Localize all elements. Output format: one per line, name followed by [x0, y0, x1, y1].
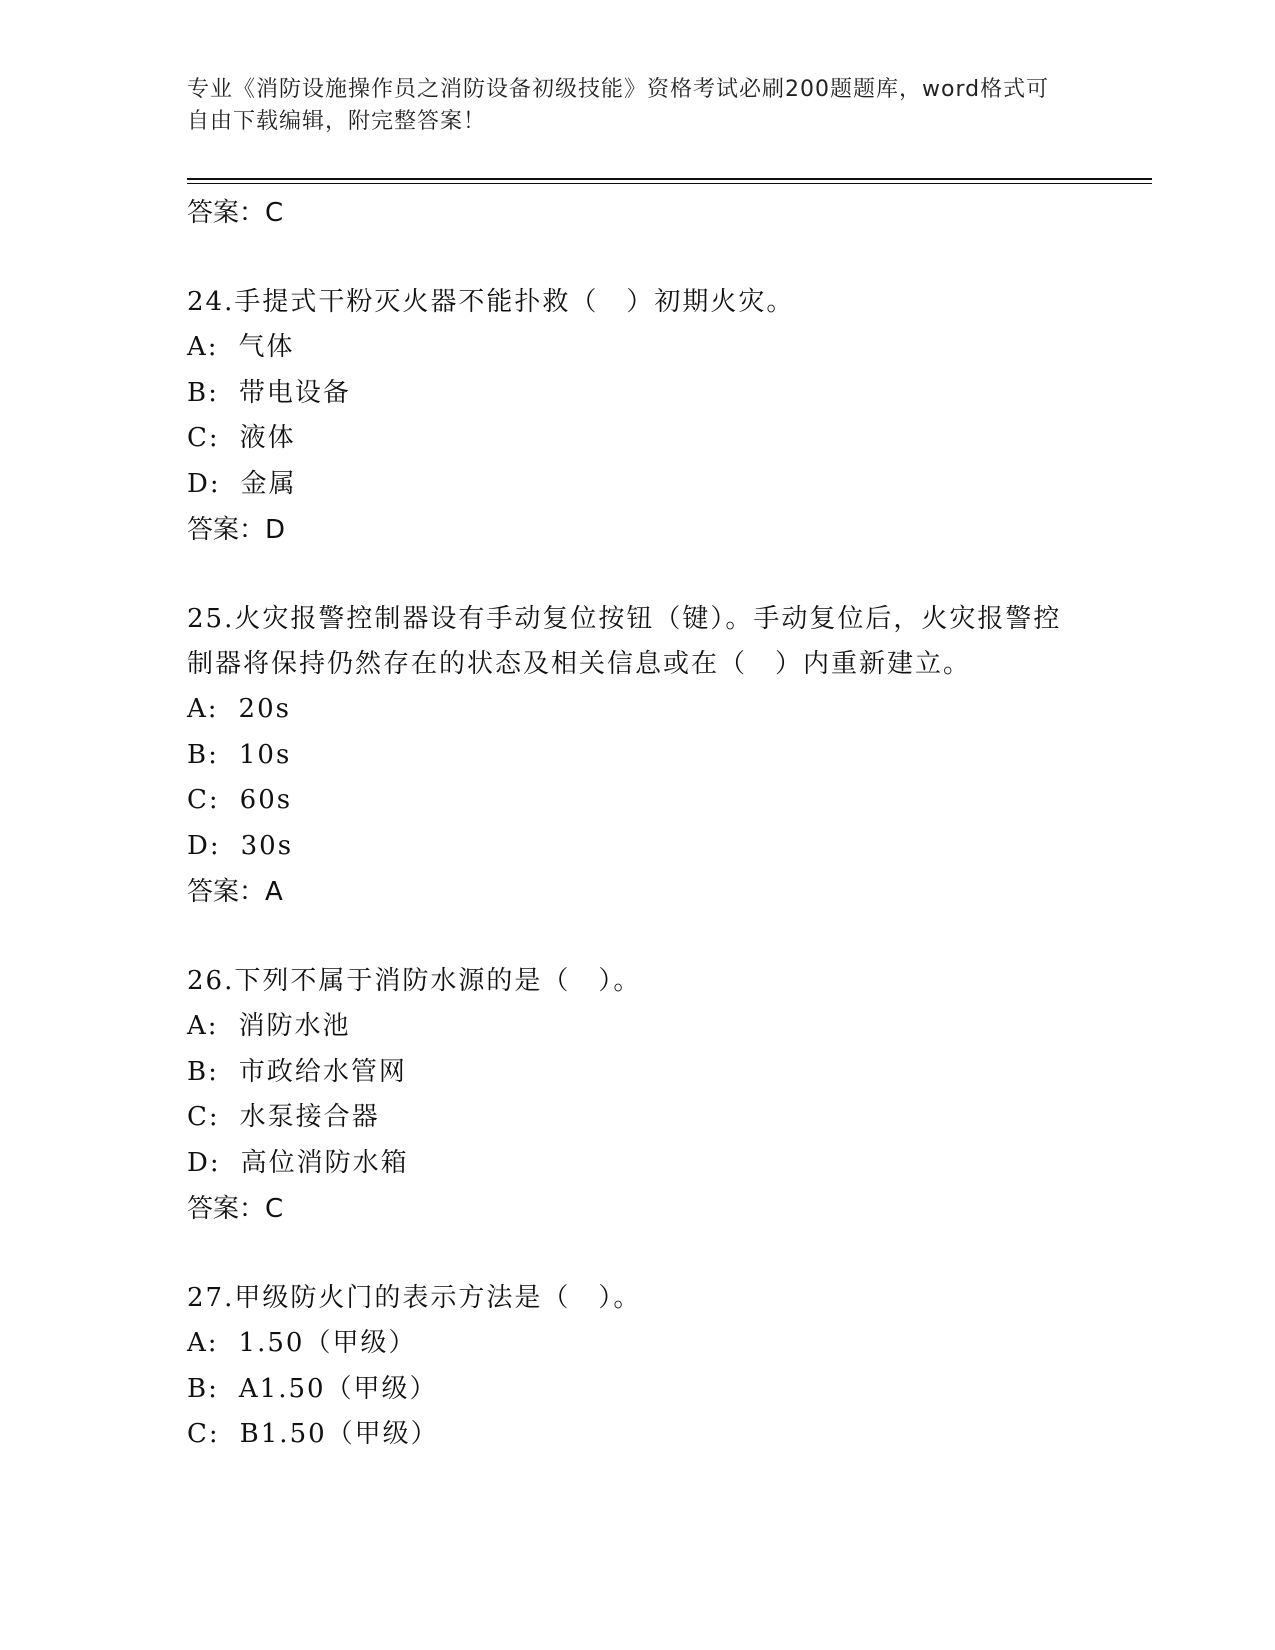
question-stem: 火灾报警控制器设有手动复位按钮（键）。手动复位后，火灾报警控制器将保持仍然存在的状态及相关信息或在（ ）内重新建立。 [187, 604, 1062, 679]
question-number: 25. [187, 604, 235, 634]
header-divider-thin [187, 183, 1152, 184]
question-list [187, 190, 1087, 1458]
option-a [187, 325, 1087, 371]
option-text: 金属 [240, 468, 297, 499]
question-27 [187, 1276, 1087, 1458]
option-letter: A: [187, 1011, 219, 1041]
option-letter: B: [187, 1056, 219, 1087]
answer-value: A [265, 877, 283, 907]
option-text: 10s [238, 739, 292, 770]
option-text: 消防水池 [238, 1011, 351, 1041]
option-text: 20s [238, 694, 291, 724]
option-letter: A: [187, 1328, 219, 1358]
option-a [187, 1321, 1087, 1367]
option-text: 水泵接合器 [239, 1102, 380, 1132]
question-text [187, 280, 1087, 325]
option-d [187, 824, 1087, 870]
question-text [187, 1276, 1087, 1321]
question-number: 26. [187, 966, 235, 996]
option-c [187, 778, 1087, 824]
question-26 [187, 959, 1087, 1232]
option-d [187, 462, 1087, 508]
option-letter: D: [187, 468, 221, 499]
question-number: 24. [187, 287, 235, 317]
option-text: A1.50（甲级） [238, 1373, 438, 1404]
option-c [187, 416, 1087, 462]
option-d [187, 1141, 1087, 1187]
option-text: 市政给水管网 [238, 1056, 407, 1087]
answer-label: 答案： [187, 515, 266, 545]
answer-value: C [265, 198, 284, 228]
option-letter: D: [187, 1147, 221, 1178]
option-b [187, 733, 1087, 779]
header-divider [187, 178, 1152, 180]
option-c [187, 1412, 1087, 1458]
question-stem: 手提式干粉灭火器不能扑救（ ）初期火灾。 [234, 287, 795, 317]
option-text: B1.50（甲级） [239, 1419, 439, 1449]
option-letter: B: [187, 739, 219, 770]
option-c [187, 1095, 1087, 1141]
option-letter: C: [187, 1419, 220, 1449]
option-text: 30s [240, 830, 294, 861]
question-text [187, 597, 1087, 687]
option-a [187, 687, 1087, 733]
option-letter: C: [187, 1102, 220, 1132]
question-number: 27. [187, 1283, 235, 1313]
answer [187, 869, 1087, 915]
option-letter: B: [187, 377, 219, 408]
option-text: 1.50（甲级） [238, 1328, 417, 1358]
page-header: 专业《消防设施操作员之消防设备初级技能》资格考试必刷200题题库，word格式可自由下载编辑，附完整答案！ [187, 77, 1050, 134]
answer-label: 答案： [187, 198, 266, 228]
option-letter: A: [187, 332, 219, 362]
question-stem: 甲级防火门的表示方法是（ ）。 [234, 1283, 642, 1313]
answer-value: C [265, 1194, 284, 1224]
option-a [187, 1004, 1087, 1050]
answer [187, 507, 1087, 553]
question-text [187, 959, 1087, 1004]
answer-label: 答案： [187, 877, 266, 907]
option-text: 60s [239, 785, 293, 815]
option-text: 带电设备 [238, 377, 351, 408]
question-24 [187, 280, 1087, 553]
option-b [187, 1050, 1087, 1096]
option-letter: A: [187, 694, 219, 724]
previous-answer [187, 190, 1087, 236]
option-letter: C: [187, 423, 220, 453]
question-25 [187, 597, 1087, 915]
option-b [187, 371, 1087, 417]
option-letter: C: [187, 785, 220, 815]
question-stem: 下列不属于消防水源的是（ ）。 [234, 966, 642, 996]
option-text: 高位消防水箱 [240, 1147, 409, 1178]
option-text: 气体 [238, 332, 295, 362]
answer [187, 1186, 1087, 1232]
option-letter: B: [187, 1373, 219, 1404]
option-text: 液体 [239, 423, 296, 453]
answer-value: D [265, 515, 286, 545]
answer-label: 答案： [187, 1194, 266, 1224]
option-b [187, 1367, 1087, 1413]
option-letter: D: [187, 830, 221, 861]
